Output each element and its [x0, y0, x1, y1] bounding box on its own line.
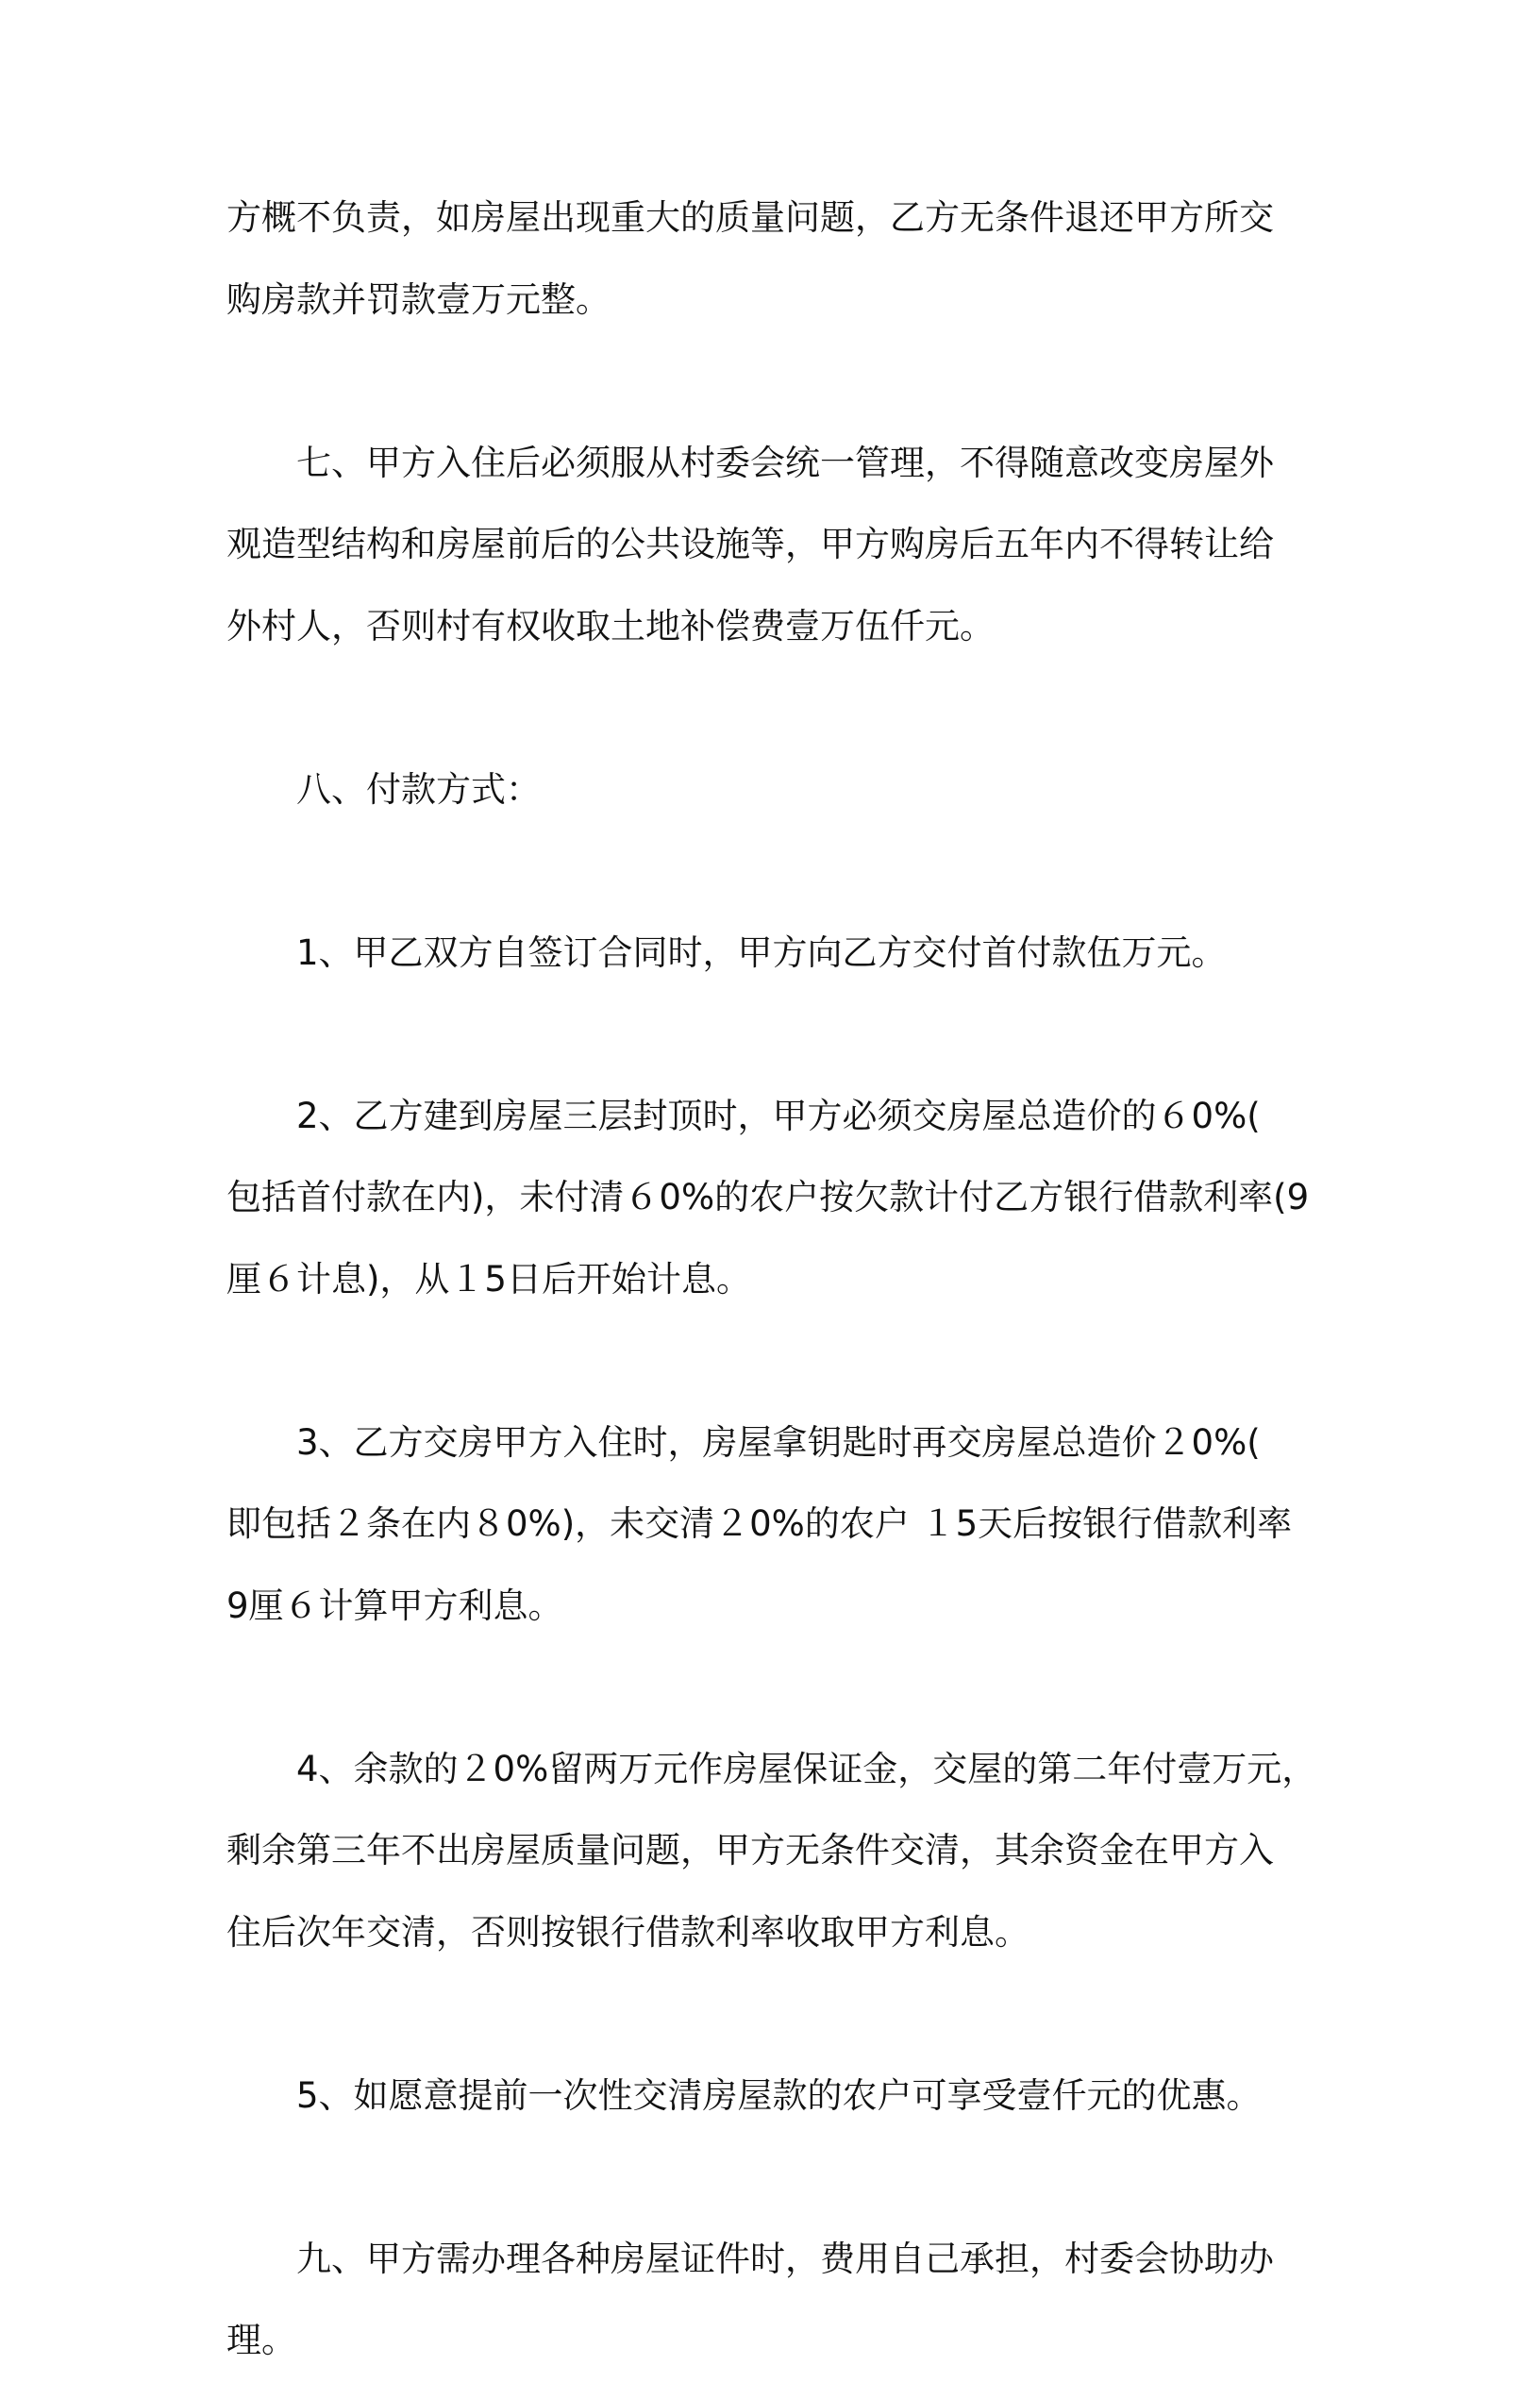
text-line: 八、付款方式： — [226, 768, 541, 810]
paragraph-gap — [226, 1320, 1331, 1402]
text-line: 9厘６计算甲方利息。 — [226, 1585, 563, 1626]
text-line: 方概不负责，如房屋出现重大的质量问题，乙方无条件退还甲方所交 — [226, 197, 1274, 238]
text-line: 4、余款的２0%留两万元作房屋保证金，交屋的第二年付壹万元， — [226, 1748, 1317, 1789]
paragraph-gap — [226, 830, 1331, 913]
text-line: 剩余第三年不出房屋质量问题，甲方无条件交清，其余资金在甲方入 — [226, 1830, 1274, 1870]
text-line: 观造型结构和房屋前后的公共设施等，甲方购房后五年内不得转让给 — [226, 524, 1274, 564]
text-line: 理。 — [226, 2320, 296, 2360]
text-line: 1、甲乙双方自签订合同时，甲方向乙方交付首付款伍万元。 — [226, 931, 1227, 973]
text-line: 3、乙方交房甲方入住时，房屋拿钥匙时再交房屋总造价２0%( — [226, 1421, 1261, 1463]
text-line: 厘６计息)，从１5日后开始计息。 — [226, 1258, 751, 1300]
text-line: 5、如愿意提前一次性交清房屋款的农户可享受壹仟元的优惠。 — [226, 2074, 1262, 2116]
paragraph-gap — [226, 341, 1331, 423]
text-line: 九、甲方需办理各种房屋证件时，费用自己承担，村委会协助办 — [226, 2238, 1274, 2279]
text-line: 包括首付款在内)，未付清６0%的农户按欠款计付乙方银行借款利率(9 — [226, 1177, 1310, 1217]
text-line: 外村人，否则村有权收取土地补偿费壹万伍仟元。 — [226, 605, 995, 646]
paragraph-gap — [226, 994, 1331, 1076]
text-line: 七、甲方入住后必须服从村委会统一管理，不得随意改变房屋外 — [226, 442, 1274, 483]
text-line: 住后次年交清，否则按银行借款利率收取甲方利息。 — [226, 1911, 1029, 1953]
paragraph-gap — [226, 1647, 1331, 1729]
document-body — [226, 177, 1331, 2382]
text-line: 即包括２条在内８0%)，未交清２0%的农户 １5天后按银行借款利率 — [226, 1503, 1293, 1544]
paragraph-gap — [226, 667, 1331, 749]
text-line: 购房款并罚款壹万元整。 — [226, 278, 611, 320]
text-line: 2、乙方建到房屋三层封顶时，甲方必须交房屋总造价的６0%( — [226, 1095, 1261, 1136]
paragraph-gap — [226, 1973, 1331, 2055]
paragraph-gap — [226, 2137, 1331, 2219]
